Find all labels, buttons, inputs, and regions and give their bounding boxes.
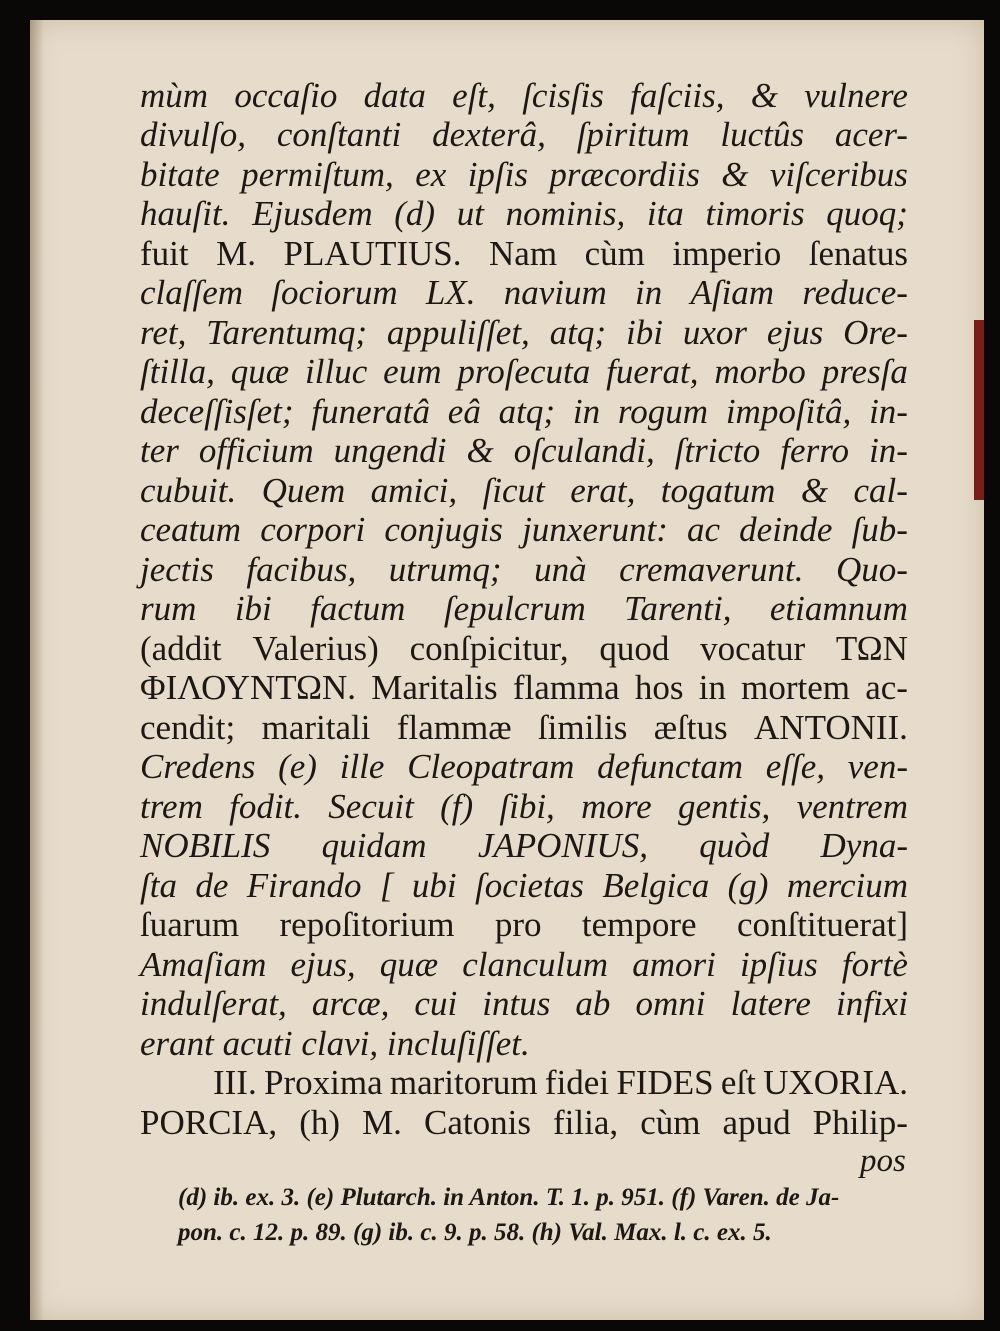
- text-line-18: Credens (e) ille Cleopatram defunctam eſſe, ven-: [140, 747, 908, 786]
- text-line-5: fuit M. PLAUTIUS. Nam cùm imperio ſenatus: [140, 234, 908, 273]
- text-line-10: ter officium ungendi & oſculandi, ſtricto ferro in-: [140, 431, 908, 470]
- text-line-11: cubuit. Quem amici, ſicut erat, togatum & cal-: [140, 471, 908, 510]
- text-line-13: jectis facibus, utrumq; unà cremaverunt. Quo-: [140, 550, 908, 589]
- text-line-2: divulſo, conſtanti dexterâ, ſpiritum luctûs acer-: [140, 115, 908, 154]
- footnote-line-2: pon. c. 12. p. 89. (g) ib. c. 9. p. 58. (h) Val. Max. l. c. ex. 5.: [178, 1219, 772, 1246]
- text-line-14: rum ibi factum ſepulcrum Tarenti, etiamnum: [140, 589, 908, 628]
- text-line-17: cendit; maritali flammæ ſimilis æſtus ANTONII.: [140, 708, 908, 747]
- text-line-8: ſtilla, quæ illuc eum proſecuta fuerat, morbo presſa: [140, 352, 908, 391]
- text-line-24: indulſerat, arcæ, cui intus ab omni latere infixi: [140, 984, 908, 1023]
- text-line-26: III. Proxima maritorum fidei FIDES eſt UXORIA.: [213, 1063, 908, 1102]
- text-line-25: erant acuti clavi, incluſiſſet.: [140, 1024, 530, 1063]
- text-line-15: (addit Valerius) conſpicitur, quod vocatur ΤΩΝ: [140, 629, 908, 668]
- text-line-1: mùm occaſio data eſt, ſcisſis faſciis, & vulnere: [140, 76, 908, 115]
- text-line-16: ΦΙΛΟΥΝΤΩΝ. Maritalis flamma hos in mortem ac-: [140, 668, 908, 707]
- text-line-23: Amaſiam ejus, quæ clanculum amori ipſius fortè: [140, 945, 908, 984]
- text-line-22: ſuarum repoſitorium pro tempore conſtituerat]: [140, 905, 908, 944]
- text-line-19: trem fodit. Secuit (f) ſibi, more gentis, ventrem: [140, 787, 908, 826]
- text-line-20: NOBILIS quidam JAPONIUS, quòd Dyna-: [140, 826, 908, 865]
- text-line-7: ret, Tarentumq; appuliſſet, atq; ibi uxor ejus Ore-: [140, 313, 908, 352]
- text-line-3: bitate permiſtum, ex ipſis præcordiis & viſceribus: [140, 155, 908, 194]
- text-line-27: PORCIA, (h) M. Catonis filia, cùm apud Philip-: [140, 1103, 908, 1142]
- text-line-21: ſta de Firando [ ubi ſocietas Belgica (g) mercium: [140, 866, 908, 905]
- text-line-9: deceſſisſet; funeratâ eâ atq; in rogum impoſitâ, in-: [140, 392, 908, 431]
- footnote-line-1: (d) ib. ex. 3. (e) Plutarch. in Anton. T. 1. p. 951. (f) Varen. de Ja-: [178, 1184, 840, 1211]
- text-line-6: claſſem ſociorum LX. navium in Aſiam reduce-: [140, 273, 908, 312]
- catchword: pos: [860, 1143, 906, 1179]
- text-line-4: hauſit. Ejusdem (d) ut nominis, ita timoris quoq;: [140, 194, 908, 233]
- page-edge-marker: [974, 320, 984, 500]
- text-line-12: ceatum corpori conjugis junxerunt: ac deinde ſub-: [140, 510, 908, 549]
